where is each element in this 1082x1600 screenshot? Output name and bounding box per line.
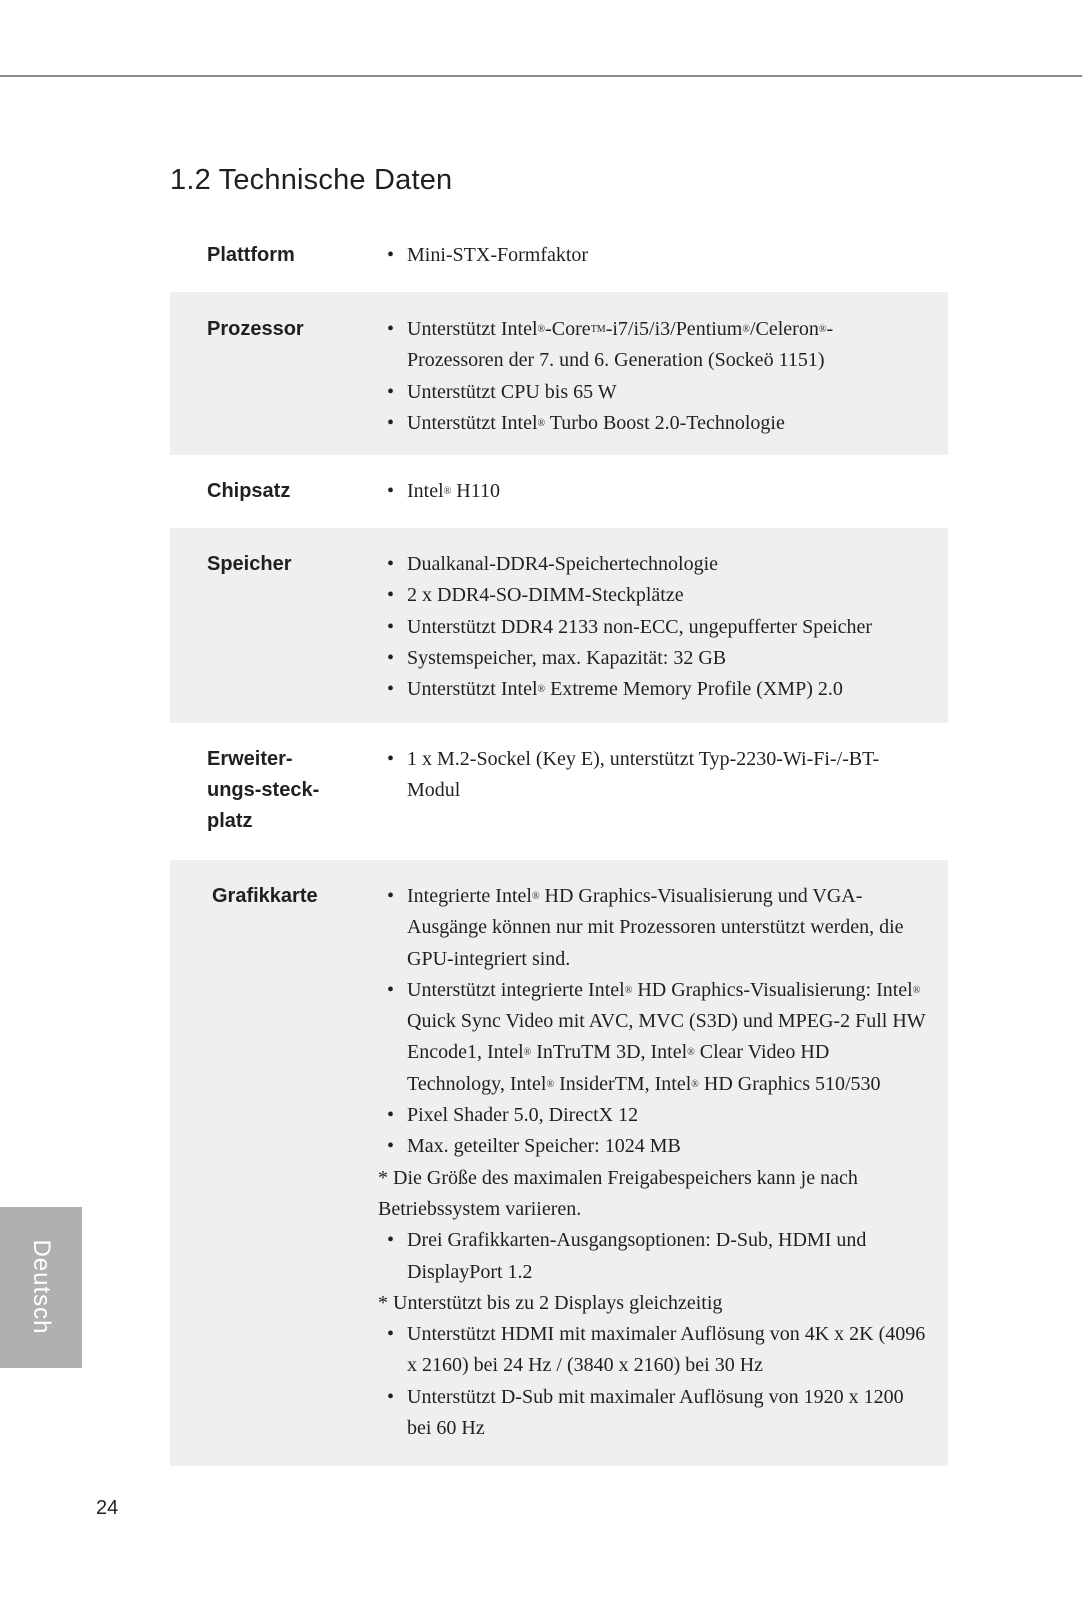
spec-row-grafikkarte xyxy=(170,860,948,1466)
list-item: • Intel® H110 xyxy=(378,476,928,507)
list-item: • Unterstützt Intel®-Core™-i7/i5/i3/Pentium®/Celeron®-Prozessoren der 7. und 6. Generation (Sockeö 1151) xyxy=(378,314,928,377)
list-item: • Unterstützt DDR4 2133 non-ECC, ungepufferter Speicher xyxy=(378,612,928,643)
list-item: • 1 x M.2-Sockel (Key E), unterstützt Typ-2230-Wi-Fi-/-BT-Modul xyxy=(378,744,928,807)
footnote: * Unterstützt bis zu 2 Displays gleichzeitig xyxy=(378,1291,723,1314)
list-item: • Drei Grafikkarten-Ausgangsoptionen: D-Sub, HDMI und DisplayPort 1.2 xyxy=(378,1225,928,1288)
language-side-tab xyxy=(0,1207,82,1368)
list-item: • Unterstützt Intel® Extreme Memory Profile (XMP) 2.0 xyxy=(378,674,928,705)
spec-content-chipsatz xyxy=(378,476,948,528)
page-number: 24 xyxy=(96,1497,119,1519)
list-item: • Systemspeicher, max. Kapazität: 32 GB xyxy=(378,643,928,674)
spec-label-erweiterung: Erweiter-ungs-steck-platz xyxy=(207,748,320,832)
list-item: • Mini-STX-Formfaktor xyxy=(378,240,928,271)
spec-content-prozessor xyxy=(378,314,948,455)
spec-label-prozessor: Prozessor xyxy=(207,318,304,340)
list-item: • Pixel Shader 5.0, DirectX 12 xyxy=(378,1100,928,1131)
spec-row-prozessor xyxy=(170,292,948,455)
list-item: • Unterstützt integrierte Intel® HD Graphics-Visualisierung: Intel® Quick Sync Video mit AVC, MVC (S3D) und MPEG-2 Full HW Encode1, Intel® InTruTM 3D, Intel® Clear Video HD Technology, Intel® InsiderTM, Intel® HD Graphics 510/530 xyxy=(378,975,928,1100)
spec-label-grafikkarte: Grafikkarte xyxy=(212,885,318,907)
list-item: • Unterstützt HDMI mit maximaler Auflösung von 4K x 2K (4096 x 2160) bei 24 Hz / (3840 x 2160) bei 30 Hz xyxy=(378,1319,928,1382)
spec-content-erweiterung xyxy=(378,744,948,860)
list-item: • Dualkanal-DDR4-Speichertechnologie xyxy=(378,549,928,580)
spec-content-speicher xyxy=(378,549,948,723)
list-item: • Integrierte Intel® HD Graphics-Visualisierung und VGA-Ausgänge können nur mit Prozessoren unterstützt werden, die GPU-integriert sind. xyxy=(378,881,928,975)
spec-label-speicher: Speicher xyxy=(207,553,292,575)
section-title: 1.2 Technische Daten xyxy=(170,164,453,196)
list-item: • Unterstützt D-Sub mit maximaler Auflösung von 1920 x 1200 bei 60 Hz xyxy=(378,1382,928,1445)
spec-label-chipsatz: Chipsatz xyxy=(207,480,291,502)
spec-content-grafikkarte xyxy=(378,881,948,1466)
spec-content-plattform xyxy=(378,240,948,292)
footnote: * Die Größe des maximalen Freigabespeichers kann je nach Betriebssystem variieren. xyxy=(378,1166,858,1220)
spec-row-speicher xyxy=(170,528,948,723)
spec-label-plattform: Plattform xyxy=(207,244,295,266)
spec-row-erweiterung xyxy=(170,723,948,860)
list-item: • Unterstützt Intel® Turbo Boost 2.0-Technologie xyxy=(378,408,928,439)
list-item: • 2 x DDR4-SO-DIMM-Steckplätze xyxy=(378,580,928,611)
header-rule xyxy=(0,75,1082,77)
spec-row-chipsatz xyxy=(170,455,948,528)
list-item: • Unterstützt CPU bis 65 W xyxy=(378,377,928,408)
spec-row-plattform xyxy=(170,230,948,292)
list-item: • Max. geteilter Speicher: 1024 MB xyxy=(378,1131,928,1162)
language-side-tab-label: Deutsch xyxy=(28,1239,55,1335)
spec-table xyxy=(170,230,948,1466)
